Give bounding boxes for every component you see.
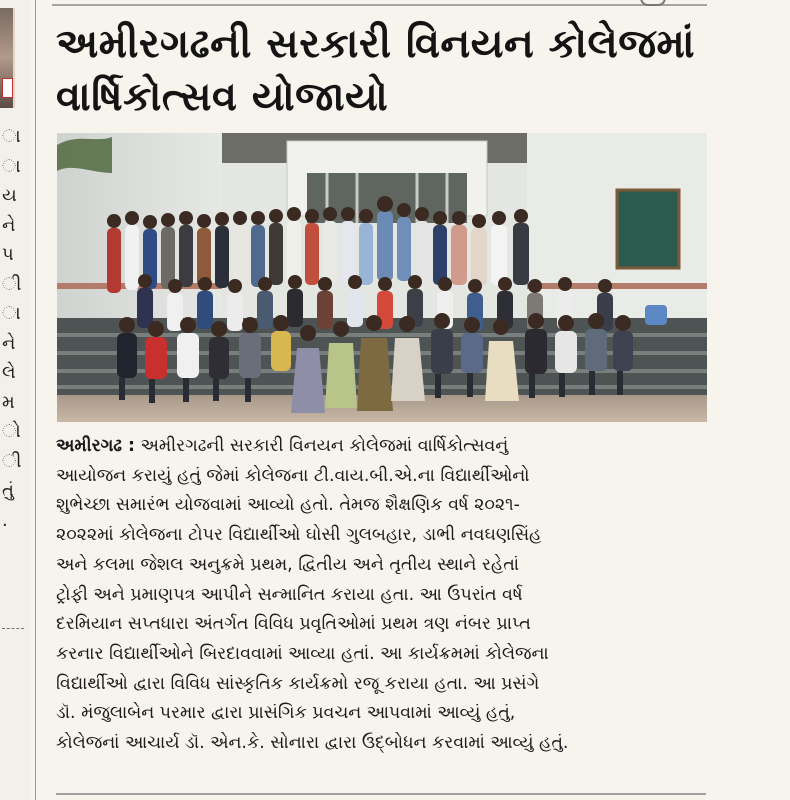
adjacent-char: મ: [2, 391, 15, 413]
group-photo: [57, 133, 707, 422]
article-line: ૨૦૨૨માં કોલેજના ટોપર વિદ્યાર્થીઓ ઘોસી ગુલબહાર, ડાભી નવઘણસિંહ: [56, 525, 542, 546]
adjacent-char: તું: [2, 480, 14, 501]
top-rule: [52, 4, 707, 6]
adjacent-column-text: [2, 122, 22, 535]
article-line: દરમિયાન સપ્તધારા અંતર્ગત વિવિધ પ્રવૃતિઓમાં પ્રથમ ત્રણ નંબર પ્રાપ્ત: [56, 614, 531, 635]
column-divider: [35, 0, 36, 800]
adjacent-char: ય: [2, 185, 17, 206]
adjacent-divider: [2, 628, 24, 629]
adjacent-char: ા: [2, 126, 21, 147]
article-line: ડૉ. મંજુલાબેન પરમાર દ્વારા પ્રાસંગિક પ્રવચન આપવામાં આવ્યું હતું,: [56, 703, 516, 724]
headline: [56, 18, 706, 124]
adjacent-char: ી: [2, 450, 22, 472]
bottom-rule: [56, 793, 706, 795]
adjacent-photo-marker: [2, 78, 13, 98]
article-line: અને કલમા જેશલ અનુક્રમે પ્રથમ, દ્વિતીય અને તૃતીય સ્થાને રહેતાં: [56, 554, 520, 575]
headline-line-1: અમીરગઢની સરકારી વિનયન કોલેજમાં: [56, 21, 696, 67]
adjacent-char: ી: [2, 273, 22, 295]
adjacent-char: ા: [2, 303, 21, 324]
article-line: [56, 432, 708, 462]
adjacent-char: ને: [2, 332, 16, 354]
article-line: કરનાર વિદ્યાર્થીઓને બિરદાવવામાં આવ્યા હતાં. આ કાર્યક્રમમાં કોલેજના: [56, 643, 549, 664]
adjacent-char: લે: [2, 362, 16, 383]
headline-line-2: વાર્ષિકોત્સવ યોજાયો: [56, 74, 389, 120]
article-line: શુભેચ્છા સમારંભ યોજવામાં આવ્યો હતો. તેમજ શૈક્ષણિક વર્ષ ૨૦૨૧-: [56, 495, 520, 516]
adjacent-char: ો: [2, 421, 21, 442]
article-line: ટ્રોફી અને પ્રમાણપત્ર આપીને સન્માનિત કરાયા હતા. આ ઉપરાંત વર્ષ: [56, 584, 523, 605]
adjacent-char: પ: [2, 244, 14, 265]
article-line: વિદ્યાર્થીઓ દ્વારા વિવિધ સાંસ્કૃતિક કાર્યક્રમો રજૂ કરાયા હતા. આ પ્રસંગે: [56, 673, 540, 694]
article-line: આયોજન કરાયું હતું જેમાં કોલેજના ટી.વાય.બી.એ.ના વિદ્યાર્થીઓનો: [56, 465, 530, 486]
adjacent-column: [0, 0, 30, 800]
adjacent-char: ા: [2, 155, 21, 177]
article-line-1-text: અમીરગઢની સરકારી વિનયન કોલેજમાં વાર્ષિકોત્સવનું: [134, 436, 509, 456]
dateline: અમીરગઢ :: [56, 436, 135, 456]
article-body: [56, 432, 708, 759]
article-line: કોલેજનાં આચાર્ય ડૉ. એન.કે. સોનારા દ્વારા ઉદ્બોધન કરવામાં આવ્યું હતું.: [56, 733, 569, 754]
adjacent-char: .: [2, 509, 8, 531]
adjacent-char: ને: [2, 214, 16, 236]
